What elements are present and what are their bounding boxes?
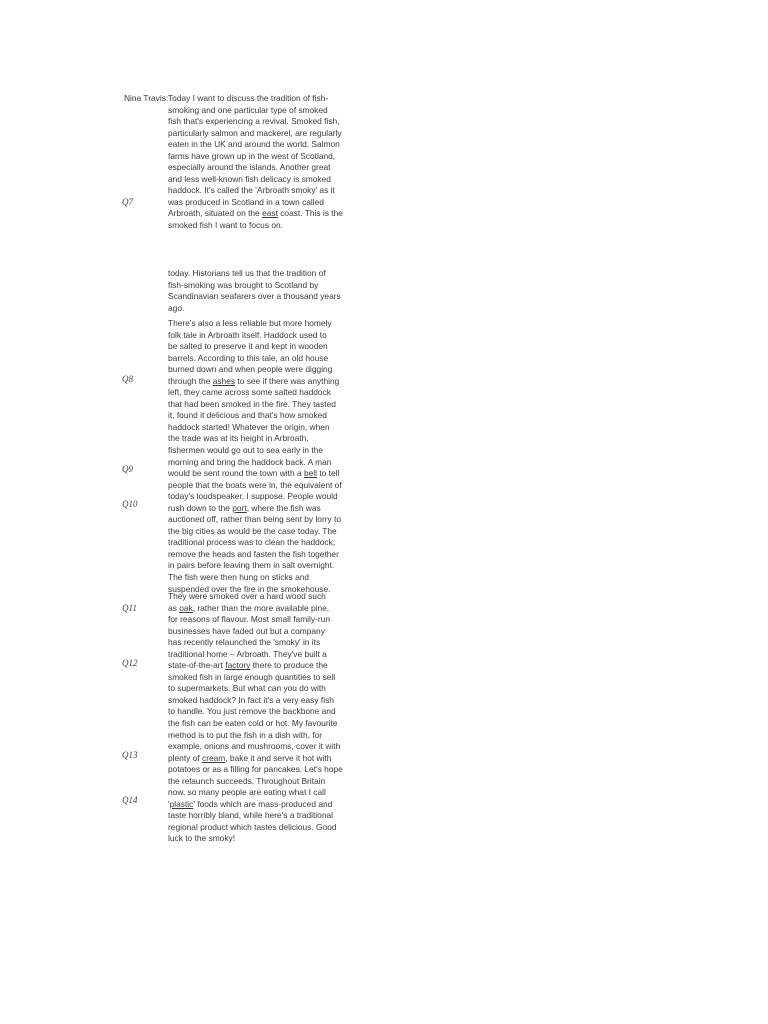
text-segment: coast. This is the bbox=[277, 208, 343, 219]
answer-underlined: factory bbox=[225, 660, 251, 671]
text-line: the trade was at its height in Arbroath, bbox=[168, 433, 309, 444]
question-label-q8: Q8 bbox=[122, 374, 133, 384]
text-line: remove the heads and fasten the fish together bbox=[168, 548, 339, 559]
text-line: haddock started! Whatever the origin, when bbox=[168, 421, 330, 432]
text-line: traditional process was to clean the haddock, bbox=[168, 537, 336, 548]
answer-underlined: east bbox=[262, 208, 278, 219]
text-line: for reasons of flavour. Most small family-run bbox=[168, 614, 330, 625]
text-line bbox=[168, 503, 346, 515]
text-line: smoking and one particular type of smoked bbox=[168, 104, 328, 115]
answer-underlined: port bbox=[232, 502, 247, 513]
text-line: morning and bring the haddock back. A man bbox=[168, 456, 332, 467]
text-line: Scandinavian seafarers over a thousand years bbox=[168, 291, 341, 302]
text-line: ago. bbox=[168, 302, 185, 313]
text-line bbox=[168, 468, 346, 480]
text-line: people that the boats were in, the equivalent of bbox=[168, 479, 342, 490]
text-line: farms have grown up in the west of Scotland, bbox=[168, 150, 336, 161]
text-line: auctioned off, rather than being sent by lorry to bbox=[168, 514, 342, 525]
text-line: smoked haddock? In fact it's a very easy fish bbox=[168, 694, 334, 705]
question-label-q14: Q14 bbox=[122, 795, 138, 805]
answer-underlined: bell bbox=[303, 468, 317, 479]
text-segment: through the bbox=[168, 375, 213, 386]
paragraph-intro bbox=[168, 93, 346, 232]
text-line: it, found it delicious and that's how smoked bbox=[168, 410, 327, 421]
text-line: They were smoked over a hard wood such bbox=[168, 591, 326, 601]
answer-underlined: plastic bbox=[169, 798, 194, 809]
answer-underlined: ashes bbox=[212, 375, 236, 386]
text-line: method is to put the fish in a dish with, for bbox=[168, 729, 323, 740]
text-line: left, they came across some salted haddock bbox=[168, 387, 331, 398]
text-line: was produced in Scotland in a town called bbox=[168, 196, 324, 207]
text-line: today's loudspeaker, I suppose. People would bbox=[168, 491, 338, 502]
text-line: eaten in the UK and around the world. Salmon bbox=[168, 139, 340, 150]
text-segment: state-of-the-art bbox=[168, 660, 226, 671]
text-line: now, so many people are eating what I call bbox=[168, 787, 326, 798]
text-line: in pairs before leaving them in salt overnight. bbox=[168, 560, 335, 571]
text-line: that had been smoked in the fire. They tasted bbox=[168, 398, 336, 409]
paragraph-folk-tale bbox=[168, 318, 346, 595]
text-segment: rush down to the bbox=[168, 502, 233, 513]
paragraph-history bbox=[168, 268, 346, 314]
question-label-q12: Q12 bbox=[122, 658, 138, 668]
text-line: suspended over the fire in the smokehouse. bbox=[168, 583, 331, 594]
text-line: taste horribly bland, while here's a traditional bbox=[168, 810, 334, 821]
text-line: has recently relaunched the 'smoky' in its bbox=[168, 637, 321, 648]
question-label-q11: Q11 bbox=[122, 603, 137, 613]
text-line bbox=[168, 753, 346, 765]
answer-underlined: cream bbox=[202, 752, 226, 763]
text-segment: to tell bbox=[317, 468, 340, 479]
text-line: the relaunch succeeds. Throughout Britain bbox=[168, 775, 326, 786]
text-line: fishermen would go out to sea early in the bbox=[168, 445, 324, 456]
text-line bbox=[168, 603, 346, 615]
text-line: the big cities as would be the case today. The bbox=[168, 525, 337, 536]
text-line: potatoes or as a filling for pancakes. Let's hope bbox=[168, 764, 343, 775]
text-line: be salted to preserve it and kept in wooden bbox=[168, 341, 328, 352]
text-line: businesses have faded out but a company bbox=[168, 625, 325, 636]
text-line: to handle. You just remove the backbone and bbox=[168, 706, 336, 717]
text-line: regional product which tastes delicious. Good bbox=[168, 821, 337, 832]
text-line: folk tale in Arbroath itself. Haddock used to bbox=[168, 329, 327, 340]
text-segment: plenty of bbox=[168, 752, 202, 763]
text-line: Today I want to discuss the tradition of fish- bbox=[168, 93, 329, 103]
text-segment: , bake it and serve it hot with bbox=[225, 752, 332, 763]
answer-underlined: oak bbox=[179, 602, 193, 613]
text-segment: to see if there was anything bbox=[235, 375, 340, 386]
question-label-q7: Q7 bbox=[122, 197, 133, 207]
text-segment: ' foods which are mass-produced and bbox=[193, 798, 333, 809]
text-line: burned down and when people were digging bbox=[168, 364, 333, 375]
text-line: luck to the smoky! bbox=[168, 833, 236, 844]
text-line bbox=[168, 208, 346, 220]
text-line: particularly salmon and mackerel, are regularly bbox=[168, 127, 342, 138]
text-line: today. Historians tell us that the tradition of bbox=[168, 268, 326, 278]
text-line: smoked fish in large enough quantities to sell bbox=[168, 671, 336, 682]
text-segment: Arbroath, situated on the bbox=[168, 208, 263, 219]
text-line: There's also a less reliable but more homely bbox=[168, 318, 332, 328]
text-segment: , where the fish was bbox=[246, 502, 321, 513]
question-label-q10: Q10 bbox=[122, 499, 138, 509]
text-segment: would be sent round the town with a bbox=[168, 468, 304, 479]
question-label-q13: Q13 bbox=[122, 750, 138, 760]
text-line: fish that's experiencing a revival. Smoked fish, bbox=[168, 116, 340, 127]
text-line: smoked fish I want to focus on. bbox=[168, 220, 283, 231]
text-line bbox=[168, 376, 346, 388]
text-line: traditional home – Arbroath. They've built a bbox=[168, 648, 327, 659]
text-line: barrels. According to this tale, an old house bbox=[168, 352, 329, 363]
text-line: to supermarkets. But what can you do with bbox=[168, 683, 326, 694]
text-segment: , rather than the more available pine, bbox=[192, 602, 330, 613]
text-segment: as bbox=[168, 602, 180, 613]
text-segment: ' bbox=[168, 798, 170, 809]
text-line: example, onions and mushrooms, cover it with bbox=[168, 741, 341, 752]
text-line bbox=[168, 660, 346, 672]
text-segment: there to produce the bbox=[250, 660, 328, 671]
text-line: especially around the islands. Another great bbox=[168, 162, 331, 173]
text-line: The fish were then hung on sticks and bbox=[168, 572, 310, 583]
text-line bbox=[168, 799, 346, 811]
question-label-q9: Q9 bbox=[122, 464, 133, 474]
paragraph-relaunch bbox=[168, 591, 346, 845]
text-line: the fish can be eaten cold or hot. My favourite bbox=[168, 718, 338, 729]
text-line: fish-smoking was brought to Scotland by bbox=[168, 279, 319, 290]
text-line: and less well-known fish delicacy is smoked bbox=[168, 173, 331, 184]
text-line: haddock. It's called the 'Arbroath smoky' as it bbox=[168, 185, 335, 196]
speaker-name: Nina Travis: bbox=[124, 93, 169, 103]
